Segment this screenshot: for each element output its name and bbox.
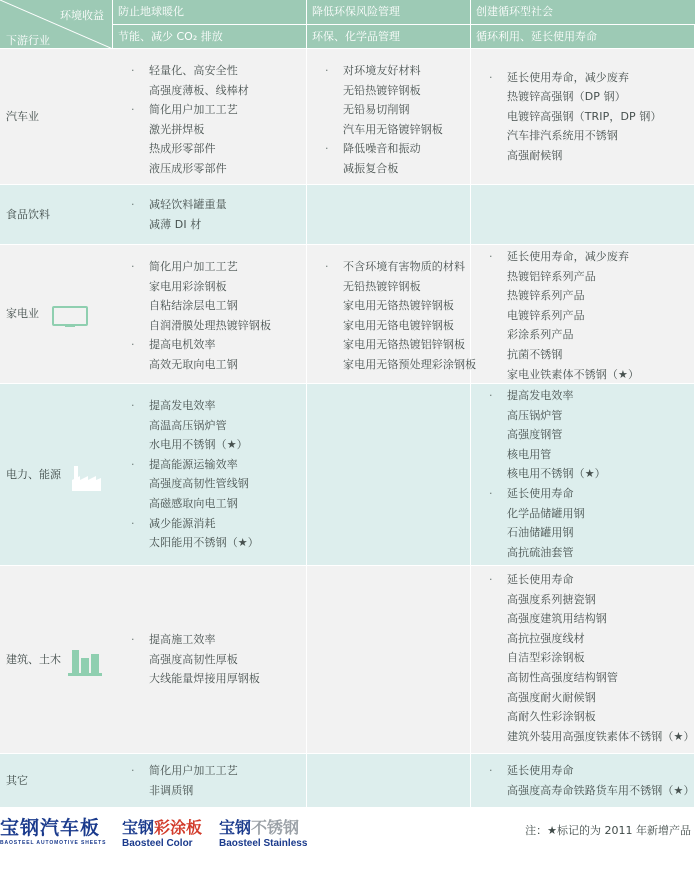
list-item: 水电用不锈钢（★） bbox=[149, 438, 248, 452]
list-item: 化学品储罐用钢 bbox=[507, 506, 585, 520]
list-item: 建筑外装用高强度铁素体不锈钢（★） bbox=[507, 729, 695, 743]
list-item: 家电用无铬电镀锌钢板 bbox=[343, 318, 454, 332]
list-item: 家电用彩涂钢板 bbox=[149, 279, 227, 293]
list-item: 液压成形零部件 bbox=[149, 161, 227, 175]
list-item: 高强耐候钢 bbox=[507, 148, 563, 162]
list-heading: · 简化用户加工工艺 bbox=[129, 761, 306, 781]
list-item: 高强度系列搪瓷钢 bbox=[507, 592, 596, 606]
food-climate-cell bbox=[113, 185, 307, 245]
row-label-text: 其它 bbox=[6, 773, 28, 787]
table-corner bbox=[0, 0, 113, 49]
logo-color-cn-a: 宝钢 bbox=[122, 818, 155, 837]
row-label-text: 家电业 bbox=[6, 307, 39, 321]
column-subheader-3: 循环利用、延长使用寿命 bbox=[471, 25, 695, 49]
row-label-automotive bbox=[0, 49, 113, 185]
list-item: 减薄 DI 材 bbox=[149, 217, 202, 231]
automotive-risk-cell bbox=[307, 49, 471, 185]
monitor-icon bbox=[52, 306, 88, 328]
list-item: 自润滑膜处理热镀锌钢板 bbox=[149, 318, 272, 332]
logo-automotive-en: BAOSTEEL AUTOMOTIVE SHEETS bbox=[0, 840, 107, 846]
column-header-3: 创建循环型社会 bbox=[471, 0, 695, 25]
list-item: 无铅热镀锌钢板 bbox=[343, 83, 421, 97]
row-label-construction bbox=[0, 566, 113, 754]
list-item: 高磁感取向电工钢 bbox=[149, 496, 238, 510]
list-item: 高强度高寿命铁路货车用不锈钢（★） bbox=[507, 783, 695, 797]
list-heading: · 提高能源运输效率 bbox=[129, 455, 306, 475]
list-item: 彩涂系列产品 bbox=[507, 328, 574, 342]
list-heading: · 提高施工效率 bbox=[129, 630, 306, 650]
list-item: 高强度薄板、线棒材 bbox=[149, 83, 249, 97]
logo-color-en: Baosteel Color bbox=[122, 838, 193, 849]
list-item: 高强度耐火耐候钢 bbox=[507, 690, 596, 704]
energy-risk-cell bbox=[307, 384, 471, 566]
list-item: 热镀锌系列产品 bbox=[507, 289, 585, 303]
list-item: 激光拼焊板 bbox=[149, 122, 205, 136]
list-item: 无铅热镀锌钢板 bbox=[343, 279, 421, 293]
corner-top-label: 环境收益 bbox=[60, 9, 104, 22]
energy-climate-cell bbox=[113, 384, 307, 566]
list-heading: · 轻量化、高安全性 bbox=[129, 61, 306, 81]
row-label-other bbox=[0, 754, 113, 808]
list-item: 核电用管 bbox=[507, 447, 552, 461]
list-item: 自粘结涂层电工钢 bbox=[149, 299, 238, 313]
logo-stainless-cn-b: 不锈钢 bbox=[251, 818, 300, 837]
brand-logos bbox=[0, 813, 320, 853]
row-label-text: 汽车业 bbox=[6, 109, 39, 123]
logo-automotive bbox=[0, 813, 106, 846]
list-item: 高温高压锅炉管 bbox=[149, 418, 227, 432]
factory-icon bbox=[72, 464, 102, 492]
list-heading: · 延长使用寿命 bbox=[487, 484, 694, 504]
list-item: 抗菌不锈钢 bbox=[507, 347, 563, 361]
list-item: 高压锅炉管 bbox=[507, 408, 563, 422]
list-item: 汽车排汽系统用不锈钢 bbox=[507, 129, 618, 143]
list-item: 热镀锌高强钢（DP 钢） bbox=[507, 90, 626, 104]
list-heading: · 简化用户加工工艺 bbox=[129, 100, 306, 120]
list-item: 非调质钢 bbox=[149, 783, 194, 797]
food-risk-cell bbox=[307, 185, 471, 245]
food-recycle-cell bbox=[471, 185, 695, 245]
list-item: 高效无取向电工钢 bbox=[149, 357, 238, 371]
list-heading: · 降低噪音和振动 bbox=[323, 139, 470, 159]
list-heading: · 简化用户加工工艺 bbox=[129, 257, 306, 277]
column-subheader-1: 节能、减少 CO₂ 排放 bbox=[113, 25, 307, 49]
construction-climate-cell bbox=[113, 566, 307, 754]
row-label-appliance bbox=[0, 245, 113, 384]
list-item: 热成形零部件 bbox=[149, 142, 216, 156]
other-climate-cell bbox=[113, 754, 307, 808]
list-heading: · 延长使用寿命，减少废弃 bbox=[487, 68, 694, 88]
list-heading: · 减轻饮料罐重量 bbox=[129, 195, 306, 215]
list-item: 石油储罐用钢 bbox=[507, 526, 574, 540]
list-heading: · 提高电机效率 bbox=[129, 335, 306, 355]
list-item: 减振复合板 bbox=[343, 161, 399, 175]
list-item: 家电用无铬热镀铝锌钢板 bbox=[343, 338, 466, 352]
list-item: 高抗硫油套管 bbox=[507, 545, 574, 559]
list-item: 汽车用无铬镀锌钢板 bbox=[343, 122, 443, 136]
column-subheader-2: 环保、化学品管理 bbox=[307, 25, 471, 49]
list-heading: · 延长使用寿命，减少废弃 bbox=[487, 247, 694, 267]
list-item: 太阳能用不锈钢（★） bbox=[149, 536, 259, 550]
list-item: 高耐久性彩涂钢板 bbox=[507, 710, 596, 724]
list-item: 高韧性高强度结构钢管 bbox=[507, 670, 618, 684]
list-item: 家电用无铬预处理彩涂钢板 bbox=[343, 357, 477, 371]
list-item: 高强度建筑用结构钢 bbox=[507, 612, 607, 626]
list-item: 家电业铁素体不锈钢（★） bbox=[507, 367, 640, 381]
logo-color bbox=[122, 815, 202, 849]
row-label-text: 建筑、土木 bbox=[6, 652, 61, 666]
list-heading: · 提高发电效率 bbox=[487, 386, 694, 406]
other-recycle-cell bbox=[471, 754, 695, 808]
construction-recycle-cell bbox=[471, 566, 695, 754]
list-item: 高抗拉强度线材 bbox=[507, 631, 585, 645]
row-label-energy bbox=[0, 384, 113, 566]
logo-stainless-cn-a: 宝钢 bbox=[219, 818, 252, 837]
logo-automotive-cn: 宝钢汽车板 bbox=[0, 817, 101, 839]
energy-recycle-cell bbox=[471, 384, 695, 566]
other-risk-cell bbox=[307, 754, 471, 808]
buildings-icon bbox=[68, 646, 102, 676]
list-item: 热镀铝锌系列产品 bbox=[507, 269, 596, 283]
footnote: 注：★标记的为 2011 年新增产品 bbox=[525, 824, 691, 837]
list-item: 高强度高韧性厚板 bbox=[149, 652, 238, 666]
list-item: 电镀锌系列产品 bbox=[507, 308, 585, 322]
list-heading: · 延长使用寿命 bbox=[487, 570, 694, 590]
logo-stainless-en: Baosteel Stainless bbox=[219, 838, 308, 849]
appliance-recycle-cell bbox=[471, 245, 695, 384]
list-item: 家电用无铬热镀锌钢板 bbox=[343, 299, 454, 313]
list-heading: · 不含环境有害物质的材料 bbox=[323, 257, 470, 277]
row-label-food bbox=[0, 185, 113, 245]
logo-color-cn-b: 彩涂板 bbox=[154, 818, 203, 837]
corner-bottom-label: 下游行业 bbox=[6, 34, 50, 47]
list-item: 核电用不锈钢（★） bbox=[507, 467, 606, 481]
list-item: 高强度钢管 bbox=[507, 428, 563, 442]
appliance-risk-cell bbox=[307, 245, 477, 384]
list-heading: · 对环境友好材料 bbox=[323, 61, 470, 81]
list-heading: · 延长使用寿命 bbox=[487, 761, 694, 781]
list-item: 无铅易切削钢 bbox=[343, 103, 410, 117]
logo-stainless bbox=[219, 815, 307, 849]
list-heading: · 减少能源消耗 bbox=[129, 514, 306, 534]
list-heading: · 提高发电效率 bbox=[129, 396, 306, 416]
appliance-climate-cell bbox=[113, 245, 307, 384]
column-header-2: 降低环保风险管理 bbox=[307, 0, 471, 25]
column-header-1: 防止地球暖化 bbox=[113, 0, 307, 25]
list-item: 自洁型彩涂钢板 bbox=[507, 651, 585, 665]
automotive-climate-cell bbox=[113, 49, 307, 185]
list-item: 大线能量焊接用厚钢板 bbox=[149, 672, 260, 686]
list-item: 高强度高韧性管线钢 bbox=[149, 477, 249, 491]
automotive-recycle-cell bbox=[471, 49, 695, 185]
row-label-text: 电力、能源 bbox=[6, 467, 61, 481]
list-item: 电镀锌高强钢（TRIP，DP 钢） bbox=[507, 109, 662, 123]
row-label-text: 食品饮料 bbox=[6, 207, 50, 221]
construction-risk-cell bbox=[307, 566, 471, 754]
